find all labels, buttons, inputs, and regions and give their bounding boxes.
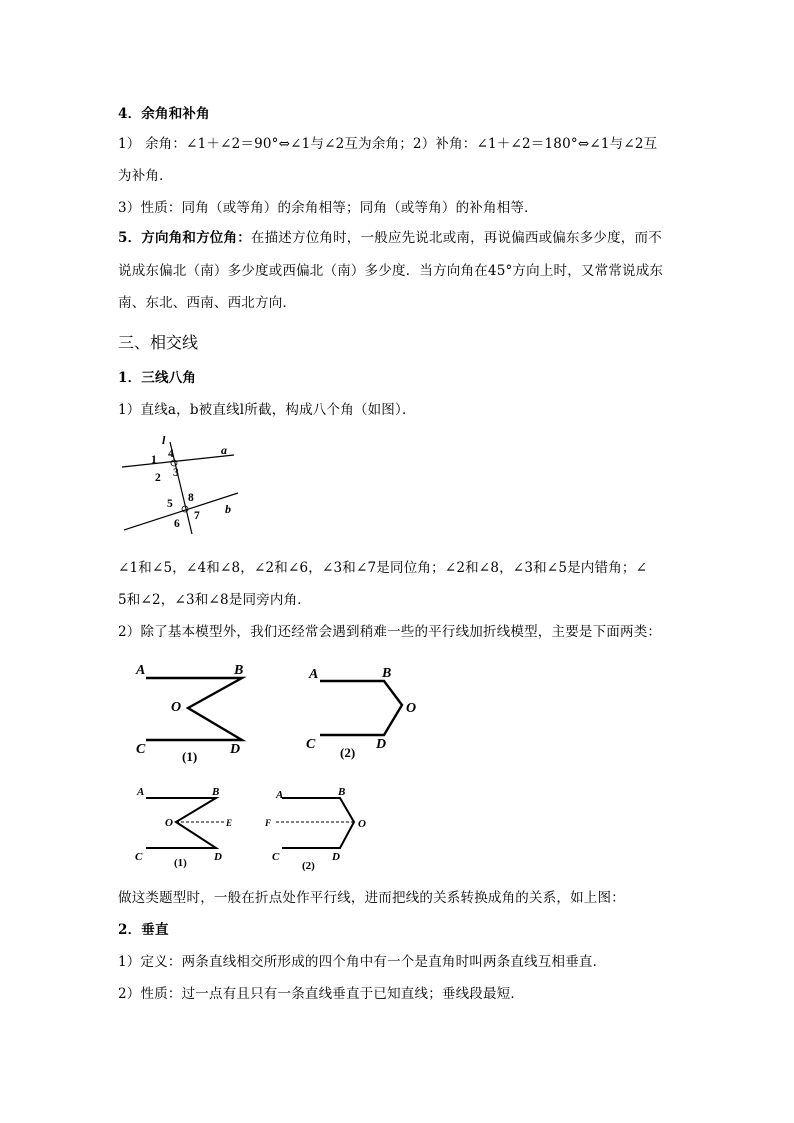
angle-types-line-2: 5和∠2，∠3和∠8是同旁内角．: [118, 592, 311, 608]
section-5-line-1: [118, 228, 698, 248]
section-5-line-2: 说成东偏北（南）多少度或西偏北（南）多少度．当方向角在45°方向上时，又常常说成东: [118, 263, 664, 279]
angle-1: 1: [151, 454, 157, 466]
part-1-heading: 1．三线八角: [118, 370, 197, 386]
model-1-figure: [130, 655, 260, 770]
section-5-text: 在描述方位角时，一般应先说北或南，再说偏西或偏东多少度，而不: [250, 230, 662, 246]
model-1-label-a: A: [136, 663, 146, 678]
label-a: a: [221, 443, 227, 457]
angle-2: 2: [155, 472, 161, 484]
perpendicular-property: 2）性质：过一点有且只有一条直线垂直于已知直线；垂线段最短．: [118, 986, 525, 1002]
model-1-polyline: [146, 678, 242, 740]
section-4-line-2: 为补角．: [118, 168, 173, 184]
model-2-polyline: [320, 681, 402, 735]
model-1-aux-label-d: D: [214, 851, 222, 863]
model-2-label-c: C: [306, 737, 316, 752]
model-2-aux-label-c: C: [272, 851, 280, 863]
model-1-aux-label-c: C: [135, 851, 143, 863]
perpendicular-definition: 1）定义：两条直线相交所形成的四个角中有一个是直角时叫两条直线互相垂直．: [118, 954, 607, 970]
model-2-caption: (2): [340, 745, 356, 760]
model-1-aux-label-o: O: [165, 817, 173, 829]
model-1-label-c: C: [136, 742, 146, 757]
angle-3: 3: [173, 467, 179, 479]
label-l: l: [162, 433, 166, 447]
model-1-aux-polyline: [146, 798, 216, 848]
angle-7: 7: [194, 510, 200, 522]
angle-6: 6: [174, 518, 180, 530]
model-1-label-o: O: [171, 700, 182, 715]
model-2-label-o: O: [406, 701, 417, 716]
model-2-aux-label-b: B: [338, 786, 346, 798]
label-b: b: [225, 502, 231, 516]
part-1-intro: 1）直线a，b被直线l所截，构成八个角（如图）．: [118, 402, 416, 418]
model-1-aux-caption: (1): [174, 857, 187, 869]
model-1-label-b: B: [234, 663, 244, 678]
model-2-label-b: B: [382, 666, 392, 681]
section-4-line-3: 3）性质：同角（或等角）的余角相等；同角（或等角）的补角相等．: [118, 200, 538, 216]
section-4-heading: 4．余角和补角: [118, 106, 210, 122]
part-2-heading: 2．垂直: [118, 922, 169, 938]
models-intro: 2）除了基本模型外，我们还经常会遇到稍难一些的平行线加折线模型，主要是下面两类：: [118, 624, 662, 640]
angle-types-line-1: ∠1和∠5，∠4和∠8，∠2和∠6，∠3和∠7是同位角；∠2和∠8，∠3和∠5是内错角；∠: [118, 560, 648, 576]
section-4-line-1: 1） 余角：∠1＋∠2＝90°⇔∠1与∠2互为余角；2）补角：∠1＋∠2＝180°⇔∠1与∠2互: [118, 136, 658, 152]
model-1-aux-label-a: A: [137, 786, 145, 798]
model-2-aux-label-a: A: [276, 789, 284, 801]
model-2-label-a: A: [309, 667, 319, 682]
model-2-aux-polyline: [282, 798, 354, 848]
model-1-aux-label-b: B: [212, 786, 220, 798]
line-a: [122, 455, 234, 467]
model-1-aux-label-e: E: [226, 818, 233, 828]
model-2-aux-label-d: D: [332, 851, 340, 863]
angle-8: 8: [188, 492, 194, 504]
model-1-aux-figure: [130, 782, 245, 872]
model-2-figure: [300, 655, 430, 770]
model-2-aux-label-o: O: [358, 818, 366, 830]
three-lines-eight-angles-figure: [118, 430, 248, 535]
model-1-label-d: D: [230, 742, 241, 757]
section-5-heading: 5．方向角和方位角：: [118, 230, 251, 246]
angle-4: 4: [168, 448, 174, 460]
line-b: [124, 493, 238, 530]
model-2-aux-figure: [262, 782, 377, 877]
model-2-aux-label-f: F: [265, 818, 272, 828]
angle-5: 5: [167, 498, 173, 510]
section-5-line-3: 南、东北、西南、西北方向．: [118, 295, 297, 311]
method-text: 做这类题型时，一般在折点处作平行线，进而把线的关系转换成角的关系，如上图：: [118, 890, 625, 906]
model-2-label-d: D: [376, 737, 387, 752]
model-2-aux-caption: (2): [302, 860, 315, 872]
model-1-caption: (1): [182, 749, 198, 764]
section-three-title: 三、相交线: [118, 333, 199, 352]
